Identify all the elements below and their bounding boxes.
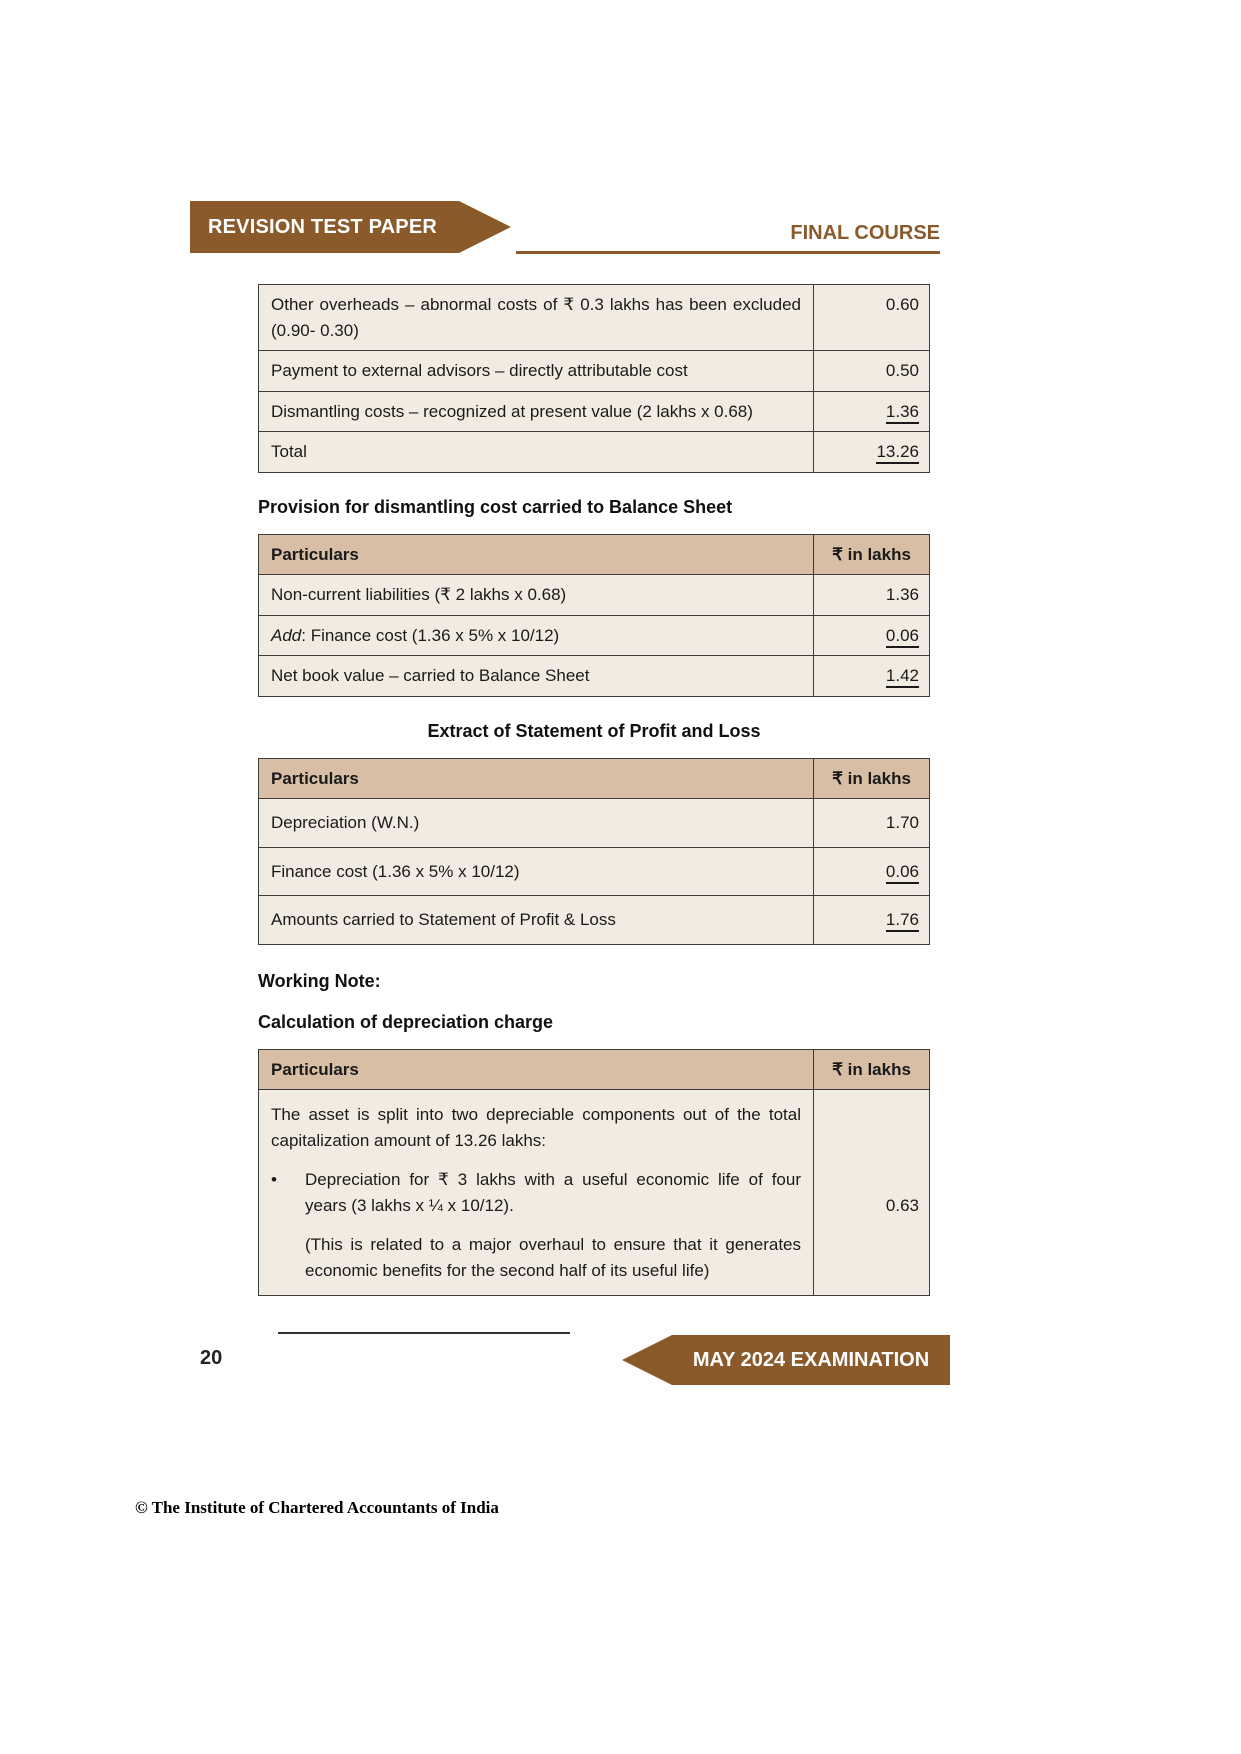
table-cell-desc: Total <box>259 432 814 473</box>
col-header-particulars: Particulars <box>259 1049 814 1090</box>
working-note-table <box>258 1049 930 1297</box>
table-cell-desc: Add: Finance cost (1.36 x 5% x 10/12) <box>259 615 814 656</box>
footer-rule <box>278 1332 570 1334</box>
table-cell-amount: 1.70 <box>814 799 930 848</box>
table-row <box>259 391 930 432</box>
table-cell-desc: Finance cost (1.36 x 5% x 10/12) <box>259 847 814 896</box>
table-row <box>259 1090 930 1296</box>
table-cell-amount: 1.36 <box>814 575 930 616</box>
header-banner-label: REVISION TEST PAPER <box>208 215 438 238</box>
footer-banner <box>672 1335 950 1385</box>
page-number: 20 <box>200 1347 223 1369</box>
course-label: FINAL COURSE <box>790 222 940 244</box>
table-cell-desc: Net book value – carried to Balance Sheet <box>259 656 814 697</box>
col-header-amount: ₹ in lakhs <box>814 758 930 799</box>
pnl-extract-table <box>258 758 930 945</box>
table-cell-desc: Non-current liabilities (₹ 2 lakhs x 0.68) <box>259 575 814 616</box>
footer-banner-arrow-icon <box>622 1335 672 1385</box>
col-header-amount: ₹ in lakhs <box>814 534 930 575</box>
provision-table <box>258 534 930 697</box>
table-cell-desc: Amounts carried to Statement of Profit & Loss <box>259 896 814 945</box>
bullet-item <box>271 1167 801 1283</box>
working-note-heading: Working Note: <box>258 970 381 991</box>
table-cell-amount: 0.06 <box>814 615 930 656</box>
table-row <box>259 799 930 848</box>
header-banner-arrow-icon <box>459 201 511 253</box>
table-row <box>259 847 930 896</box>
table-header-row <box>259 534 930 575</box>
col-header-amount: ₹ in lakhs <box>814 1049 930 1090</box>
table-cell-desc: Payment to external advisors – directly attributable cost <box>259 351 814 392</box>
table-header-row <box>259 758 930 799</box>
capitalization-cost-table <box>258 284 930 473</box>
table-row <box>259 656 930 697</box>
table-cell-desc <box>259 1090 814 1296</box>
table-row <box>259 896 930 945</box>
table-row <box>259 285 930 351</box>
table-cell-desc: Depreciation (W.N.) <box>259 799 814 848</box>
depreciation-calc-heading: Calculation of depreciation charge <box>258 1011 554 1032</box>
table-row <box>259 575 930 616</box>
table-cell-amount: 0.63 <box>814 1090 930 1296</box>
bullet-item-text: Depreciation for ₹ 3 lakhs with a useful economic life of four years (3 lakhs x ¼ x 10/12). <box>305 1170 801 1215</box>
table-cell-desc: Other overheads – abnormal costs of ₹ 0.3 lakhs has been excluded (0.90- 0.30) <box>259 285 814 351</box>
table-cell-amount: 0.50 <box>814 351 930 392</box>
table-cell-amount: 1.36 <box>814 391 930 432</box>
add-italic-prefix: Add <box>271 625 302 645</box>
table-row <box>259 432 930 473</box>
table-cell-desc: Dismantling costs – recognized at present value (2 lakhs x 0.68) <box>259 391 814 432</box>
table-cell-amount: 0.06 <box>814 847 930 896</box>
content-column <box>258 284 930 1296</box>
table-row <box>259 615 930 656</box>
footer-banner-label: MAY 2024 EXAMINATION <box>692 1348 930 1371</box>
bullet-marker: • <box>271 1170 277 1189</box>
table-cell-amount: 1.76 <box>814 896 930 945</box>
col-header-particulars: Particulars <box>259 758 814 799</box>
table-cell-amount: 13.26 <box>814 432 930 473</box>
section-heading-pnl-extract: Extract of Statement of Profit and Loss <box>427 720 761 741</box>
table-cell-amount: 0.60 <box>814 285 930 351</box>
section-heading-provision: Provision for dismantling cost carried to Balance Sheet <box>258 496 733 517</box>
table-header-row <box>259 1049 930 1090</box>
header-rule <box>516 251 940 254</box>
bullet-item-note: (This is related to a major overhaul to ensure that it generates economic benefits for the second half of its useful life) <box>305 1235 801 1280</box>
copyright-line: © The Institute of Chartered Accountants of India <box>135 1498 499 1517</box>
table-row <box>259 351 930 392</box>
header-banner <box>190 201 459 253</box>
working-note-intro: The asset is split into two depreciable components out of the total capitalization amount of 13.26 lakhs: <box>271 1105 801 1150</box>
table-cell-amount: 1.42 <box>814 656 930 697</box>
col-header-particulars: Particulars <box>259 534 814 575</box>
